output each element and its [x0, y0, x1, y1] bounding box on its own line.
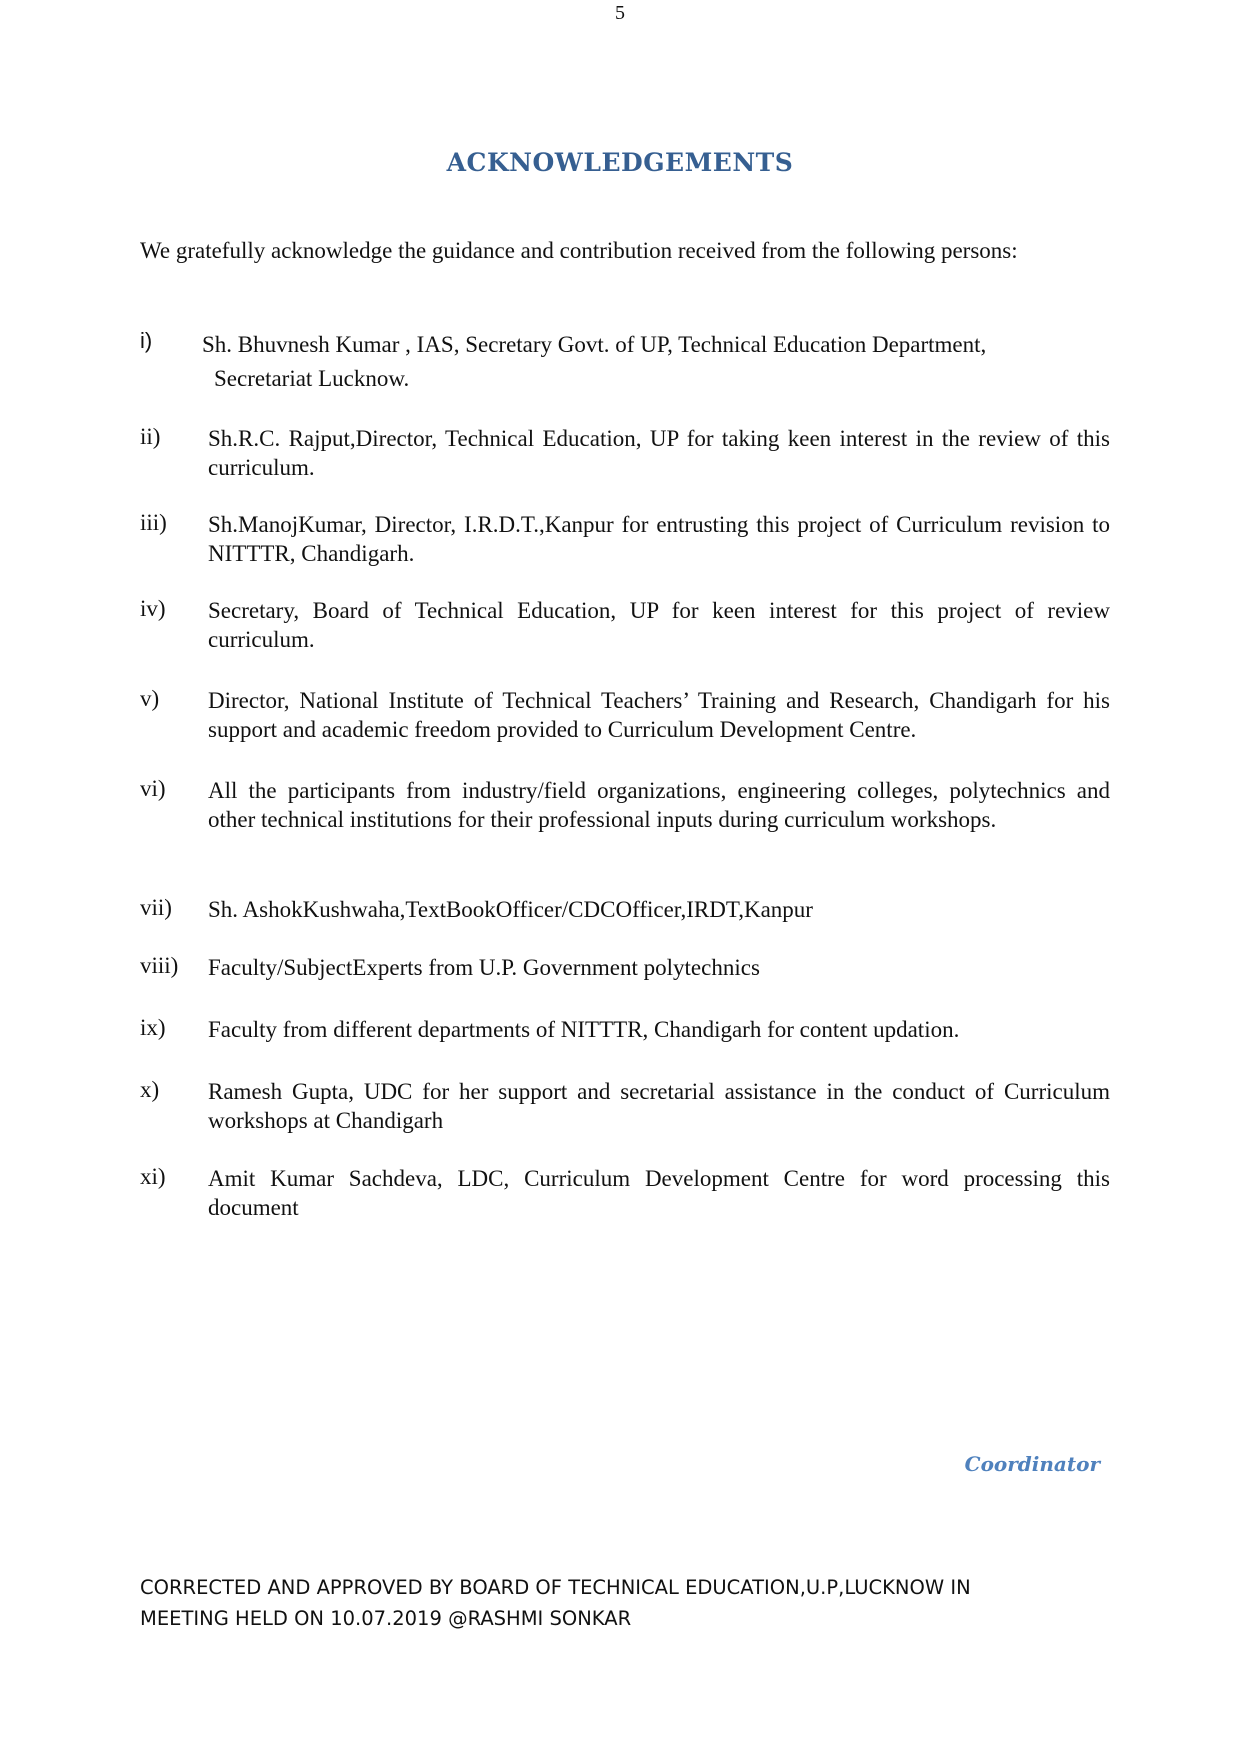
page-title: ACKNOWLEDGEMENTS: [446, 148, 794, 177]
approval-footer: [140, 1572, 1100, 1634]
list-item-number: iii): [140, 510, 167, 535]
list-item-number: i): [140, 328, 153, 353]
list-item-text: Sh.ManojKumar, Director, I.R.D.T.,Kanpur for entrusting this project of Curriculum revision to NITTTR, Chandigarh.: [208, 512, 1110, 566]
intro-paragraph: We gratefully acknowledge the guidance and contribution received from the following persons:: [140, 238, 1018, 263]
list-item-number: iv): [140, 596, 166, 621]
signature-coordinator: Coordinator: [964, 1452, 1100, 1476]
list-item-number: ix): [140, 1015, 166, 1040]
list-item-number: vii): [140, 895, 172, 920]
list-item-number: v): [140, 686, 160, 711]
list-item-number: viii): [140, 953, 179, 978]
approval-footer-line: CORRECTED AND APPROVED BY BOARD OF TECHNICAL EDUCATION,U.P,LUCKNOW IN: [140, 1576, 971, 1599]
approval-footer-line: MEETING HELD ON 10.07.2019 @RASHMI SONKAR: [140, 1607, 632, 1630]
list-item-number: vi): [140, 776, 166, 801]
list-item-text: Amit Kumar Sachdeva, LDC, Curriculum Development Centre for word processing this document: [208, 1166, 1110, 1220]
list-item-number: ii): [140, 424, 161, 449]
list-item-text: Secretary, Board of Technical Education, UP for keen interest for this project of review curriculum.: [208, 598, 1110, 652]
list-item-number: xi): [140, 1164, 166, 1189]
list-item-text-line: Sh. Bhuvnesh Kumar , IAS, Secretary Govt. of UP, Technical Education Department,: [202, 332, 987, 357]
list-item-text: Sh.R.C. Rajput,Director, Technical Education, UP for taking keen interest in the review of this curriculum.: [208, 426, 1110, 480]
list-item-text-line: Secretariat Lucknow.: [214, 366, 410, 391]
list-item-text: Director, National Institute of Technical Teachers’ Training and Research, Chandigarh for his support and academic freedom provided to Curriculum Development Centre.: [208, 688, 1110, 742]
list-item-text: All the participants from industry/field organizations, engineering colleges, polytechnics and other technical institutions for their professional inputs during curriculum workshops.: [208, 778, 1110, 832]
list-item-text: Sh. AshokKushwaha,TextBookOfficer/CDCOfficer,IRDT,Kanpur: [208, 897, 813, 922]
page-number: 5: [615, 2, 625, 24]
list-item-text: Ramesh Gupta, UDC for her support and secretarial assistance in the conduct of Curriculum workshops at Chandigarh: [208, 1079, 1110, 1133]
list-item-text: [202, 328, 1110, 396]
list-item-text: Faculty/SubjectExperts from U.P. Government polytechnics: [208, 955, 760, 980]
list-item-text: Faculty from different departments of NITTTR, Chandigarh for content updation.: [208, 1017, 960, 1042]
list-item-number: x): [140, 1077, 160, 1102]
